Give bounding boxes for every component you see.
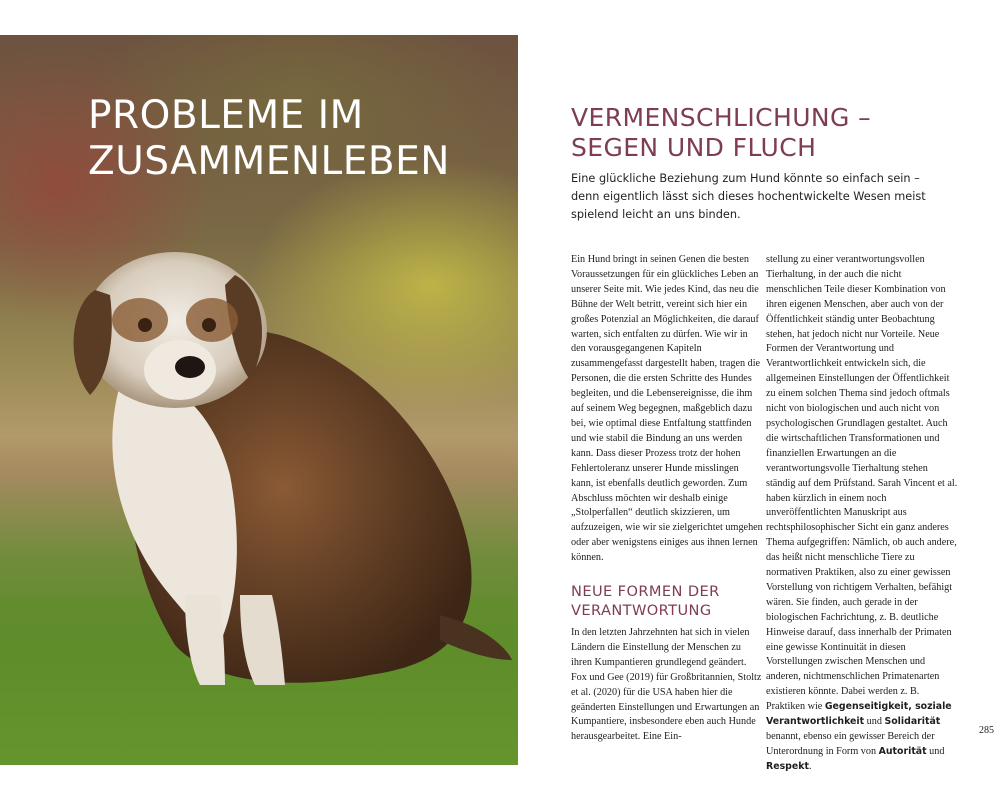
dog-eye	[138, 318, 152, 332]
page-number: 285	[979, 725, 994, 736]
dog-eye	[202, 318, 216, 332]
article-heading: VERMENSCHLICHUNG – SEGEN UND FLUCH	[571, 103, 872, 162]
section-heading: NEUE FORMEN DER VERANTWORTUNG	[571, 583, 720, 620]
dog-nose	[175, 356, 205, 378]
body-paragraph: stellung zu einer verantwortungsvollen Tierhaltung, in der auch die nicht menschlichen Teile dieser Kombination von ihren eigenen Menschen, aber auch von der Öffentlichkeit ständig unter Beobachtung stehen, hat jedoch nicht nur Vorteile. Neue Formen der Verantwortung und Verantwortlichkeit entwickeln sich, die allgemeinen Einstellungen der Öffentlichkeit zu einem solchen Thema sind jedoch oftmals nicht von biologischen und auch nicht von psychologischen Grundlagen gestaltet. Auch die wirtschaftlichen Transformationen und finanziellen Erwartungen an die verantwortungsvolle Tierhaltung stehen ständig auf dem Prüfstand. Sarah Vincent et al. haben kürzlich in einem noch unveröffentlichten Manuskript aus rechtsphilosophischer Sicht ein ganz anderes Thema aufgegriffen: Nämlich, ob auch andere, das heißt nicht menschliche Tiere zu normativen Praktiken, also zu einer gewissen Vorstellung von richtigem Verhalten, befähigt wären. Sie finden, auch gerade in der biologischen Fachrichtung, z. B. deutliche Hinweise darauf, dass innerhalb der Primaten eine gewisse Kontinuität in diesen Vorstellungen zwischen Menschen und anderen, nichtmenschlichen Primatenarten existieren könnte. Dabei werden z. B. Praktiken wie Gegenseitigkeit, soziale Verantwortlichkeit und Solidarität benannt, ebenso ein gewisser Bereich der Unterordnung in Form von Autorität und Respekt.	[766, 254, 958, 772]
bold-term: Autorität	[878, 745, 927, 757]
dog-photo	[0, 35, 518, 765]
bold-term: Gegenseitigkeit, soziale Verantwortlichkeit	[766, 701, 952, 728]
bold-term: Respekt	[766, 760, 809, 772]
body-paragraph: Ein Hund bringt in seinen Genen die besten Voraussetzungen für ein glückliches Leben an unserer Seite mit. Wie jedes Kind, das neu die Bühne der Welt betritt, vereint sich hier ein großes Potenzial an Möglichkeiten, die darauf warten, sich entfalten zu dürfen. Wie wir in den vorausgegangenen Kapiteln zusammengefasst dargestellt haben, tragen die Personen, die die ersten Schritte des Hundes begleiten, und die Lebensereignisse, die ihm auf seinem Weg begegnen, maßgeblich dazu bei, wie optimal diese Entfaltung stattfinden und wie stabil die Bindung an uns werden kann. Dass dieser Prozess trotz der hohen Fehlertoleranz unserer Hunde misslingen kann, ist ebenfalls deutlich geworden. Zum Abschluss möchten wir deshalb einige „Stolperfallen“ deutlich skizzieren, um aufzuzeigen, wie wir sie zielgerichtet umgehen oder aber wenigstens einiges aus ihnen lernen können.	[571, 254, 763, 564]
bold-term: Solidarität	[884, 716, 941, 728]
text-column-right	[766, 253, 958, 775]
article-lead: Eine glückliche Beziehung zum Hund könnte so einfach sein – denn eigentlich lässt sich dieses hochentwickelte Wesen meist spielend leicht an uns binden.	[571, 172, 926, 221]
chapter-title: PROBLEME IM ZUSAMMENLEBEN	[88, 93, 450, 184]
text-column-left	[571, 253, 763, 745]
body-paragraph: In den letzten Jahrzehnten hat sich in vielen Ländern die Einstellung der Menschen zu ihren Kumpantieren grundlegend geändert. Fox und Gee (2019) für Großbritannien, Stoltz et al. (2020) für die USA haben hier die geänderten Einstellungen und Erwartungen an Kumpantiere, insbesondere eben auch Hunde herausgearbeitet. Eine Ein-	[571, 627, 762, 743]
